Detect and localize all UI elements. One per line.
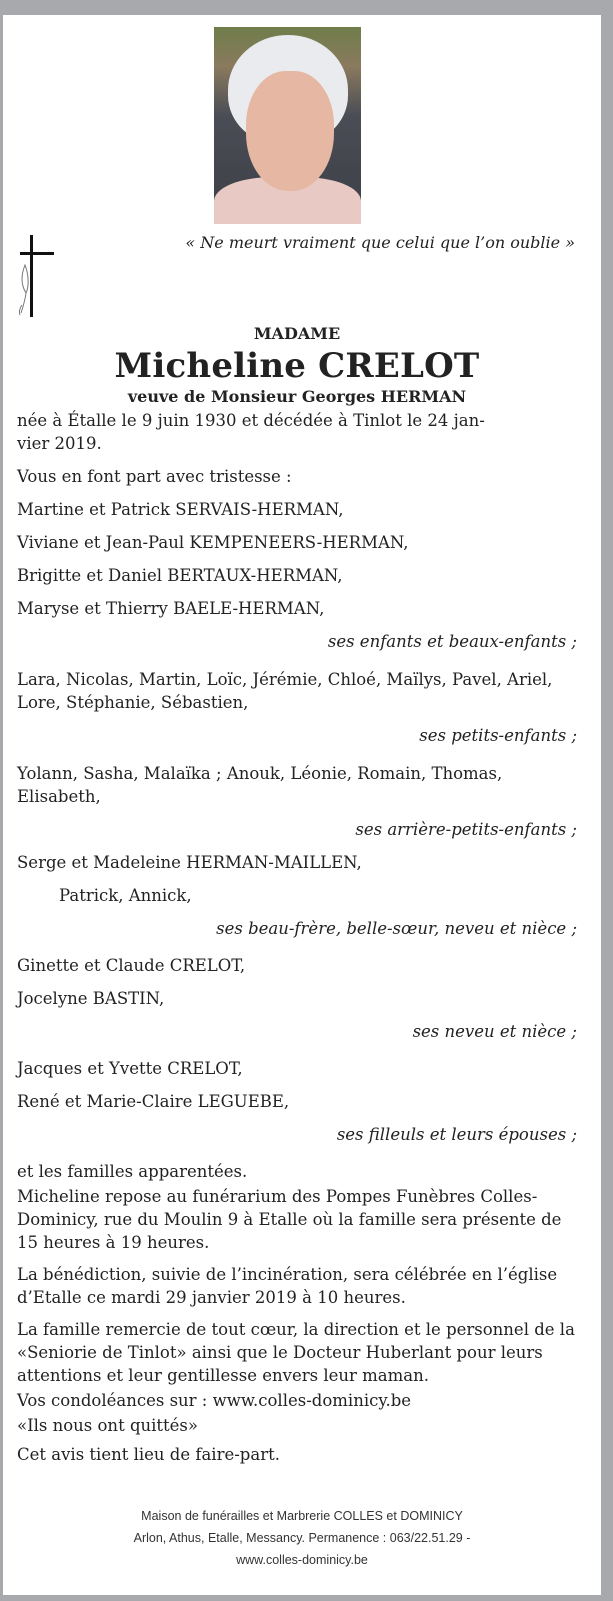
child: Brigitte et Daniel BERTAUX-HERMAN,: [17, 566, 343, 585]
godchild: Jacques et Yvette CRELOT,: [17, 1059, 243, 1078]
nephews-label: ses neveu et nièce ;: [412, 1022, 577, 1041]
child: Maryse et Thierry BAELE-HERMAN,: [17, 599, 325, 618]
children-label: ses enfants et beaux-enfants ;: [327, 632, 577, 651]
birth-death: née à Étalle le 9 juin 1930 et décédée à Tinlot le 24 jan-vier 2019.: [17, 411, 485, 453]
great-grandchildren-label: ses arrière-petits-enfants ;: [355, 820, 577, 839]
great-grandchildren: Yolann, Sasha, Malaïka ; Anouk, Léonie, Romain, Thomas, Elisabeth,: [17, 764, 503, 806]
family: et les familles apparentées.: [17, 1162, 248, 1181]
child: Martine et Patrick SERVAIS-HERMAN,: [17, 500, 344, 519]
section: «Ils nous ont quittés»: [17, 1416, 198, 1435]
intro: Vous en font part avec tristesse :: [17, 467, 292, 486]
nephew: Jocelyne BASTIN,: [17, 989, 165, 1008]
condolences: Vos condoléances sur : www.colles-dominicy.be: [17, 1391, 412, 1410]
ceremony-info: La bénédiction, suivie de l’incinération, sera célébrée en l’église d’Etalle ce mardi 29 janvier 2019 à 10 heures.: [17, 1265, 558, 1307]
cross-icon: [17, 235, 57, 317]
funeral-home-footer: [3, 1505, 601, 1571]
footer-line: Arlon, Athus, Etalle, Messancy. Permanence : 063/22.51.29 -: [133, 1531, 471, 1545]
deceased-name: Micheline CRELOT: [114, 346, 480, 386]
child: Viviane et Jean-Paul KEMPENEERS-HERMAN,: [17, 533, 409, 552]
obituary-page: [3, 15, 601, 1595]
inlaw: Serge et Madeleine HERMAN-MAILLEN,: [17, 853, 362, 872]
title: MADAME: [253, 324, 341, 343]
rest-info: Micheline repose au funérarium des Pompes Funèbres Colles-Dominicy, rue du Moulin 9 à Etalle où la famille sera présente de 15 heures à 19 heures.: [17, 1187, 562, 1252]
inlaw: Patrick, Annick,: [59, 886, 192, 905]
spouse: veuve de Monsieur Georges HERMAN: [127, 387, 467, 406]
quote: « Ne meurt vraiment que celui que l’on oublie »: [185, 233, 575, 252]
footer-website: www.colles-dominicy.be: [236, 1553, 368, 1567]
grandchildren: Lara, Nicolas, Martin, Loïc, Jérémie, Chloé, Maïlys, Pavel, Ariel, Lore, Stéphanie, Sébastien,: [17, 670, 553, 712]
notice: Cet avis tient lieu de faire-part.: [17, 1445, 280, 1464]
nephew: Ginette et Claude CRELOT,: [17, 956, 246, 975]
footer-line: Maison de funérailles et Marbrerie COLLES et DOMINICY: [141, 1509, 463, 1523]
godchild: René et Marie-Claire LEGUEBE,: [17, 1092, 290, 1111]
inlaws-label: ses beau-frère, belle-sœur, neveu et nièce ;: [216, 919, 577, 938]
grandchildren-label: ses petits-enfants ;: [419, 726, 577, 745]
thanks: La famille remercie de tout cœur, la direction et le personnel de la «Seniorie de Tinlot» ainsi que le Docteur Huberlant pour leurs attentions et leur gentillesse envers leur maman.: [17, 1320, 575, 1385]
portrait-photo: [214, 27, 361, 224]
godchildren-label: ses filleuls et leurs épouses ;: [336, 1125, 577, 1144]
